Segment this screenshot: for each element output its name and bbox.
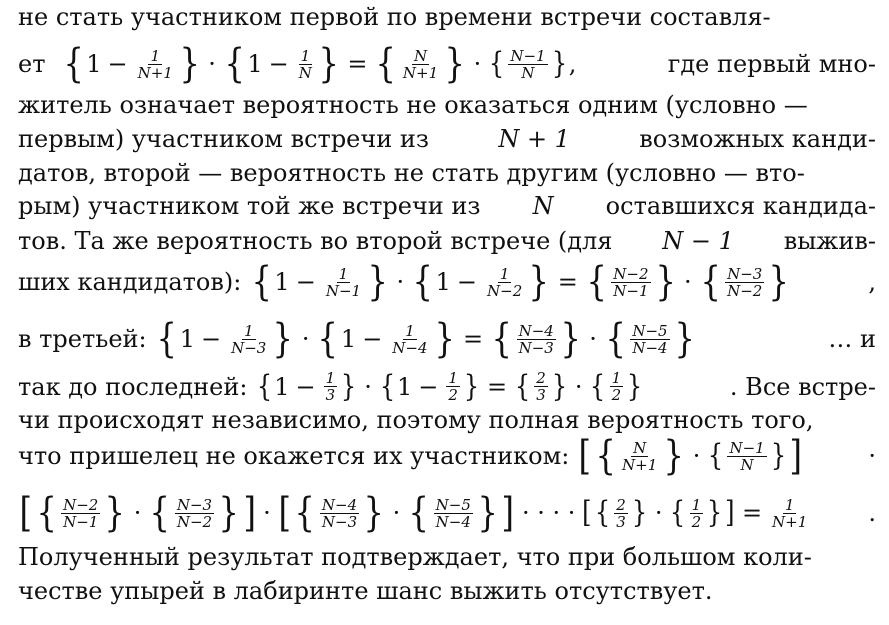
right-brace: } — [528, 259, 550, 305]
math-dot: · — [683, 268, 692, 296]
line-text: честве упырей в лабиринте шанс выжить отсутствует. — [18, 577, 713, 605]
right-brace: } — [768, 259, 790, 305]
math-dot: · — [692, 442, 701, 470]
fraction-denominator: N−4 — [435, 512, 471, 531]
left-bracket: [ — [582, 495, 592, 530]
math-equals: = — [557, 268, 578, 296]
fraction — [485, 266, 524, 299]
fraction — [324, 266, 363, 299]
fraction-denominator: N−1 — [63, 512, 99, 531]
left-brace: { — [595, 495, 611, 530]
fraction-denominator: N−4 — [392, 338, 428, 357]
left-brace: { — [149, 490, 171, 536]
math-minus: − — [107, 50, 128, 78]
fraction — [534, 370, 548, 403]
math-minus: − — [295, 268, 316, 296]
text-line-9 — [18, 313, 876, 365]
fraction-numerator: 1 — [611, 369, 622, 387]
fraction — [611, 266, 650, 299]
math-dot: · — [473, 50, 482, 78]
line-text: · — [868, 442, 876, 470]
fraction-numerator: 1 — [338, 264, 349, 283]
fraction-numerator: 1 — [243, 321, 254, 340]
line-text: житель означает вероятность не оказаться одним (условно — — [18, 91, 808, 119]
fraction-numerator: 2 — [616, 495, 626, 514]
line-text: рым) участником той же встречи из — [18, 192, 481, 220]
left-brace: { — [670, 495, 686, 530]
line-text: . Все встре- — [729, 372, 876, 401]
math-one: 1 — [435, 268, 451, 296]
fraction-denominator: N−4 — [632, 338, 668, 357]
fraction-numerator: 1 — [405, 321, 415, 340]
right-brace: } — [318, 41, 339, 87]
fraction-numerator: 1 — [448, 369, 458, 387]
fraction-denominator: N−2 — [727, 281, 763, 300]
math-one: 1 — [179, 325, 195, 353]
line-text: … и — [828, 325, 876, 353]
right-bracket: ] — [243, 490, 256, 536]
math-one: 1 — [274, 268, 290, 296]
fraction — [620, 440, 659, 473]
left-brace: { — [412, 259, 434, 305]
fraction — [770, 497, 809, 530]
fraction-numerator: 2 — [536, 369, 546, 387]
line-text: оставшихся кандида- — [605, 192, 876, 220]
formula-segment — [18, 259, 792, 305]
math-one: 1 — [86, 50, 102, 78]
line-text: где первый мно- — [667, 50, 876, 78]
right-brace: } — [367, 259, 388, 305]
fraction-numerator: N — [413, 46, 428, 65]
fraction — [324, 370, 338, 403]
line-text: первым) участником встречи из — [18, 125, 429, 153]
line-text: выжив- — [783, 227, 876, 255]
math-equals: = — [347, 50, 368, 78]
left-bracket: [ — [278, 490, 291, 536]
fraction-denominator: N−2 — [487, 281, 523, 300]
text-line-7 — [18, 226, 876, 256]
left-brace: { — [36, 490, 57, 536]
left-brace: { — [595, 433, 616, 479]
fraction — [390, 323, 429, 356]
math-minus: − — [418, 372, 439, 401]
math-dot: · — [392, 499, 401, 527]
text-line-14 — [18, 542, 876, 572]
left-brace: { — [251, 259, 272, 305]
fraction-denominator: N−3 — [518, 338, 554, 357]
line-text: Полученный результат подтверждает, что при большом коли- — [18, 543, 812, 571]
fraction — [630, 323, 669, 356]
fraction-denominator: 2 — [611, 386, 622, 404]
formula-segment — [18, 370, 644, 403]
text-line-8 — [18, 256, 876, 308]
text-line-4 — [18, 124, 876, 154]
fraction-denominator: N−1 — [613, 281, 649, 300]
fraction-numerator: 1 — [784, 495, 795, 514]
fraction-denominator: N+1 — [402, 63, 439, 82]
fraction-numerator: N−5 — [632, 321, 668, 340]
math-minus: − — [456, 268, 477, 296]
line-text: датов, второй — вероятность не стать другим (условно — вто- — [18, 159, 805, 187]
math-one: 1 — [396, 372, 413, 401]
fraction-denominator: N−2 — [176, 512, 213, 531]
line-text: возможных канди- — [639, 125, 876, 153]
fraction-numerator: 1 — [150, 46, 160, 65]
text-line-15 — [18, 576, 876, 606]
fraction — [727, 440, 766, 473]
fraction-denominator: N — [521, 63, 535, 82]
fraction-denominator: 2 — [691, 512, 702, 531]
fraction-numerator: N−3 — [727, 264, 763, 283]
fraction-numerator: 1 — [499, 264, 510, 283]
fraction-numerator: N−4 — [518, 321, 554, 340]
math-dot: · — [364, 372, 372, 401]
fraction — [446, 370, 460, 403]
line-text: так до последней: — [18, 372, 248, 401]
math-dot: · — [396, 268, 405, 296]
left-brace: { — [700, 259, 721, 305]
math-dot: · — [654, 499, 663, 527]
fraction — [517, 323, 556, 356]
formula-segment — [18, 490, 811, 536]
text-line-3 — [18, 90, 876, 120]
fraction-denominator: N−1 — [325, 281, 362, 300]
math-dot: · — [301, 325, 310, 353]
fraction-numerator: N−4 — [321, 495, 358, 514]
right-brace: } — [707, 495, 723, 530]
right-brace: } — [551, 368, 567, 404]
left-brace: { — [408, 490, 430, 536]
left-brace: { — [590, 368, 606, 404]
left-brace: { — [708, 438, 724, 473]
fraction — [614, 497, 628, 530]
math-expression: N − 1 — [662, 227, 734, 255]
fraction-denominator: 3 — [325, 386, 336, 404]
fraction-denominator: 3 — [536, 386, 546, 404]
right-brace: } — [218, 490, 240, 536]
math-equals: = — [487, 372, 508, 401]
math-equals: = — [741, 499, 763, 527]
math-dot: · — [263, 499, 271, 527]
math-minus: − — [295, 372, 316, 401]
right-bracket: ] — [725, 495, 735, 530]
math-equals: = — [463, 325, 484, 353]
left-brace: { — [605, 316, 626, 362]
fraction — [229, 323, 268, 356]
left-brace: { — [257, 368, 273, 404]
fraction-numerator: N−3 — [176, 495, 213, 514]
right-brace: } — [444, 41, 466, 87]
fraction-numerator: N−2 — [613, 264, 649, 283]
math-dot: · — [574, 372, 583, 401]
fraction-denominator: N+1 — [137, 63, 173, 82]
fraction — [297, 48, 314, 81]
left-brace: { — [491, 316, 513, 362]
math-minus: − — [201, 325, 222, 353]
fraction-denominator: 3 — [616, 512, 626, 531]
left-brace: { — [379, 368, 396, 404]
fraction-numerator: 1 — [325, 369, 336, 387]
left-brace: { — [317, 316, 339, 362]
fraction-denominator: N+1 — [772, 512, 808, 531]
fraction-numerator: 1 — [300, 46, 311, 65]
text-line-5 — [18, 158, 876, 188]
fraction — [725, 266, 764, 299]
right-brace: } — [674, 316, 695, 362]
left-brace: { — [586, 259, 607, 305]
fraction — [508, 48, 547, 81]
fraction-numerator: N−2 — [63, 495, 99, 514]
math-one: 1 — [274, 372, 290, 401]
fraction-denominator: N — [740, 455, 754, 474]
right-brace: } — [104, 490, 126, 536]
text-line-10 — [18, 370, 876, 403]
formula-segment: ет { 1 − $\frac{1}{N+1}$ } · { 1 − $\frac{1}{N}$ } = { $\frac{N}{N+1}$ } · { $\frac{N-1}{N}$ } , — [18, 41, 577, 87]
fraction-numerator: N−1 — [510, 46, 546, 65]
line-text: . — [868, 499, 876, 527]
line-text: тов. Та же вероятность во второй встрече (для — [18, 227, 613, 255]
text-line-1 — [18, 2, 876, 32]
right-brace: } — [655, 259, 676, 305]
math-one: 1 — [247, 50, 263, 78]
math-one: 1 — [340, 325, 357, 353]
line-text: ет — [18, 50, 46, 78]
right-brace: } — [463, 368, 480, 404]
right-brace: } — [179, 41, 200, 87]
right-brace: } — [551, 46, 567, 81]
formula-segment — [18, 433, 803, 479]
fraction-denominator: N−3 — [321, 512, 358, 531]
right-brace: } — [341, 368, 357, 404]
right-brace: } — [272, 316, 294, 362]
right-brace: } — [477, 490, 498, 536]
left-brace: { — [156, 316, 178, 362]
fraction — [610, 370, 624, 403]
line-text: чи происходят независимо, поэтому полная вероятность того, — [18, 406, 814, 434]
right-brace: } — [560, 316, 581, 362]
left-brace: { — [489, 46, 505, 81]
fraction-numerator: 1 — [691, 495, 702, 514]
right-bracket: ] — [501, 490, 515, 536]
math-dot: · — [589, 325, 597, 353]
left-brace: { — [294, 490, 316, 536]
text-line-6 — [18, 191, 876, 221]
fraction — [690, 497, 704, 530]
fraction-numerator: N−1 — [729, 438, 765, 457]
formula-segment — [18, 316, 697, 362]
line-text: ших кандидатов): — [18, 268, 242, 296]
text-line-2 — [18, 38, 876, 90]
left-brace: { — [515, 368, 531, 404]
left-brace: { — [376, 41, 397, 87]
math-ellipsis: · · · · — [521, 499, 576, 527]
line-text: что пришелец не окажется их участником: — [18, 442, 570, 470]
math-minus: − — [362, 325, 383, 353]
fraction — [401, 48, 440, 81]
fraction-denominator: N — [298, 63, 312, 82]
math-expression: N + 1 — [498, 125, 570, 153]
text-line-12 — [18, 430, 876, 482]
fraction-denominator: N+1 — [622, 455, 658, 474]
line-text: в третьей: — [18, 325, 147, 353]
right-brace: } — [663, 433, 685, 479]
fraction — [175, 497, 214, 530]
left-brace: { — [63, 41, 84, 87]
fraction — [61, 497, 100, 530]
text-line-13 — [18, 487, 876, 539]
math-expression: N — [532, 192, 554, 220]
fraction — [320, 497, 359, 530]
math-dot: · — [208, 50, 216, 78]
fraction-denominator: N−3 — [231, 338, 267, 357]
right-brace: } — [434, 316, 455, 362]
right-bracket: ] — [789, 433, 802, 479]
fraction — [136, 48, 175, 81]
fraction — [434, 497, 473, 530]
left-brace: { — [224, 41, 245, 87]
math-minus: − — [268, 50, 289, 78]
fraction-numerator: N — [633, 438, 647, 457]
right-brace: } — [627, 368, 643, 404]
fraction-denominator: 2 — [448, 386, 458, 404]
right-brace: } — [631, 495, 647, 530]
fraction-numerator: N−5 — [435, 495, 471, 514]
line-text: , — [868, 268, 876, 296]
left-bracket: [ — [578, 433, 592, 479]
right-brace: } — [363, 490, 385, 536]
math-dot: · — [133, 499, 142, 527]
left-bracket: [ — [19, 490, 33, 536]
right-brace: } — [770, 438, 786, 473]
line-text: не стать участником первой по времени встречи составля- — [18, 3, 771, 31]
